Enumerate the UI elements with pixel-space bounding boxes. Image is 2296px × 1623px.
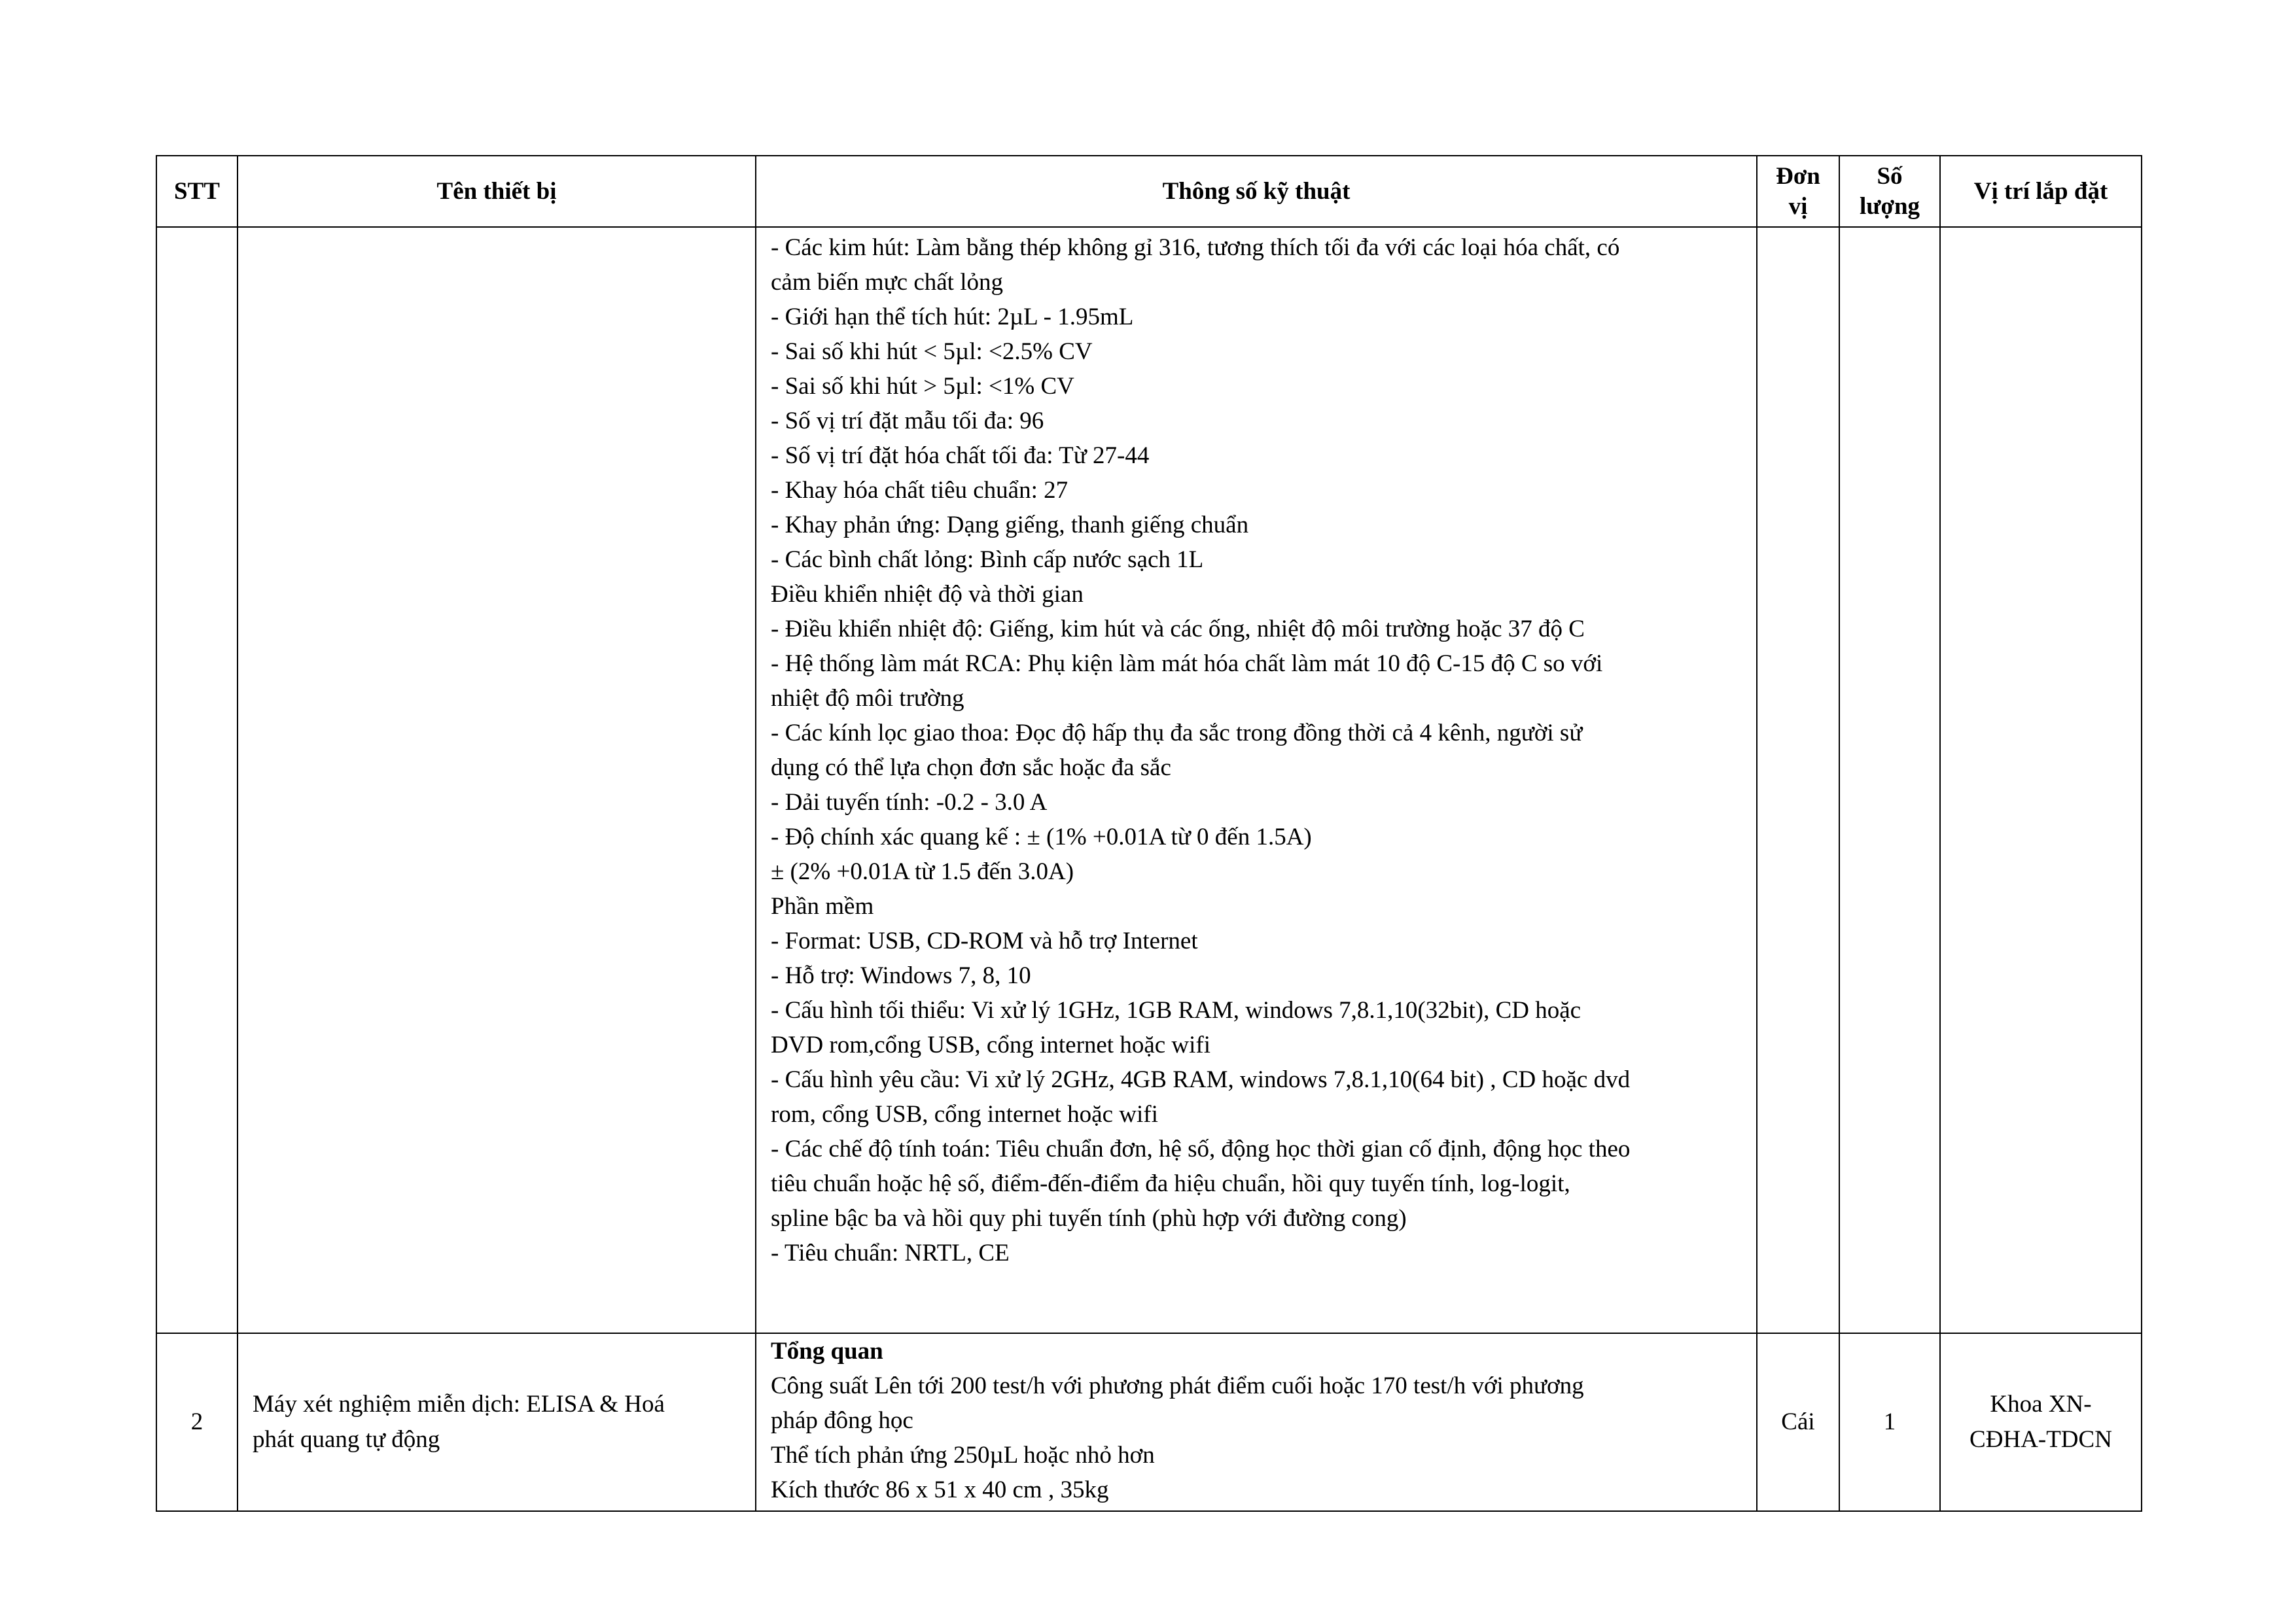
spec-line: cảm biến mực chất lỏng — [771, 269, 1003, 296]
cell-stt — [156, 227, 238, 1333]
cell-specifications — [756, 227, 1757, 1333]
cell-specifications — [756, 1333, 1757, 1511]
spec-line: - Sai số khi hút > 5µl: <1% CV — [771, 373, 1074, 400]
cell-location — [1940, 227, 2142, 1333]
spec-text-block — [756, 1334, 1756, 1509]
spec-line: Điều khiển nhiệt độ và thời gian — [771, 581, 1084, 608]
spec-line: - Format: USB, CD-ROM và hỗ trợ Internet — [771, 928, 1198, 954]
cell-unit: Cái — [1757, 1333, 1839, 1511]
cell-location — [1940, 1333, 2142, 1511]
device-name-line2: phát quang tự động — [253, 1426, 440, 1453]
header-qty-line2: lượng — [1859, 192, 1920, 220]
spec-line: - Tiêu chuẩn: NRTL, CE — [771, 1240, 1010, 1266]
spec-line: dụng có thể lựa chọn đơn sắc hoặc đa sắc — [771, 754, 1171, 781]
header-device-name: Tên thiết bị — [238, 156, 756, 227]
spec-line: - Dải tuyến tính: -0.2 - 3.0 A — [771, 789, 1048, 816]
header-specifications: Thông số kỹ thuật — [756, 156, 1757, 227]
spec-line: - Khay phản ứng: Dạng giếng, thanh giếng chuẩn — [771, 512, 1249, 538]
cell-unit — [1757, 227, 1839, 1333]
spec-line: spline bậc ba và hồi quy phi tuyến tính (phù hợp với đường cong) — [771, 1205, 1407, 1232]
spec-line: Phần mềm — [771, 893, 874, 920]
spec-line: Thể tích phản ứng 250µL hoặc nhỏ hơn — [771, 1442, 1155, 1469]
spec-heading: Tổng quan — [771, 1338, 883, 1365]
spec-line: - Điều khiển nhiệt độ: Giếng, kim hút và các ống, nhiệt độ môi trường hoặc 37 độ C — [771, 616, 1585, 642]
header-location: Vị trí lắp đặt — [1940, 156, 2142, 227]
cell-device-name — [238, 227, 756, 1333]
equipment-spec-table — [156, 155, 2142, 1512]
spec-text-block — [756, 228, 1756, 1272]
spec-line: - Các chế độ tính toán: Tiêu chuẩn đơn, hệ số, động học thời gian cố định, động học theo — [771, 1136, 1631, 1162]
cell-stt: 2 — [156, 1333, 238, 1511]
table-header-row — [156, 156, 2142, 227]
location-line2: CĐHA-TDCN — [1969, 1426, 2112, 1453]
spec-line: Công suất Lên tới 200 test/h với phương phát điểm cuối hoặc 170 test/h với phương — [771, 1372, 1584, 1399]
spec-line: - Các kim hút: Làm bằng thép không gỉ 316, tương thích tối đa với các loại hóa chất, có — [771, 234, 1620, 261]
spec-line: - Cấu hình yêu cầu: Vi xử lý 2GHz, 4GB RAM, windows 7,8.1,10(64 bit) , CD hoặc dvd — [771, 1066, 1631, 1093]
header-unit-line1: Đơn — [1776, 162, 1820, 190]
spec-line: rom, cổng USB, cổng internet hoặc wifi — [771, 1101, 1158, 1128]
spec-line: - Giới hạn thể tích hút: 2µL - 1.95mL — [771, 304, 1134, 330]
table-row — [156, 1333, 2142, 1511]
device-name-line1: Máy xét nghiệm miễn dịch: ELISA & Hoá — [253, 1391, 665, 1418]
spec-line: - Số vị trí đặt hóa chất tối đa: Từ 27-44 — [771, 442, 1150, 469]
table-row — [156, 227, 2142, 1333]
spec-line: - Sai số khi hút < 5µl: <2.5% CV — [771, 338, 1093, 365]
spec-line: - Hệ thống làm mát RCA: Phụ kiện làm mát hóa chất làm mát 10 độ C-15 độ C so với — [771, 650, 1603, 677]
spec-line: - Hỗ trợ: Windows 7, 8, 10 — [771, 962, 1031, 989]
spec-line: - Khay hóa chất tiêu chuẩn: 27 — [771, 477, 1069, 504]
spec-line: Kích thước 86 x 51 x 40 cm , 35kg — [771, 1476, 1109, 1503]
header-unit-line2: vị — [1788, 192, 1808, 220]
spec-line: - Cấu hình tối thiểu: Vi xử lý 1GHz, 1GB RAM, windows 7,8.1,10(32bit), CD hoặc — [771, 997, 1581, 1024]
header-qty-line1: Số — [1877, 162, 1903, 190]
spec-line: ± (2% +0.01A từ 1.5 đến 3.0A) — [771, 858, 1074, 885]
spec-line: DVD rom,cổng USB, cổng internet hoặc wifi — [771, 1032, 1211, 1058]
spec-line: - Các bình chất lỏng: Bình cấp nước sạch 1L — [771, 546, 1204, 573]
cell-quantity: 1 — [1839, 1333, 1940, 1511]
spec-line: tiêu chuẩn hoặc hệ số, điểm-đến-điểm đa hiệu chuẩn, hồi quy tuyến tính, log-logit, — [771, 1170, 1570, 1197]
spec-line: pháp đông học — [771, 1407, 913, 1434]
header-quantity — [1839, 156, 1940, 227]
spec-line: - Các kính lọc giao thoa: Đọc độ hấp thụ đa sắc trong đồng thời cả 4 kênh, người sử — [771, 720, 1583, 746]
spec-line: - Độ chính xác quang kế : ± (1% +0.01A từ 0 đến 1.5A) — [771, 824, 1312, 850]
spec-line: nhiệt độ môi trường — [771, 685, 964, 712]
cell-quantity — [1839, 227, 1940, 1333]
spec-line: - Số vị trí đặt mẫu tối đa: 96 — [771, 408, 1044, 434]
header-stt: STT — [156, 156, 238, 227]
cell-device-name — [238, 1333, 756, 1511]
header-unit — [1757, 156, 1839, 227]
location-line1: Khoa XN- — [1990, 1391, 2092, 1418]
